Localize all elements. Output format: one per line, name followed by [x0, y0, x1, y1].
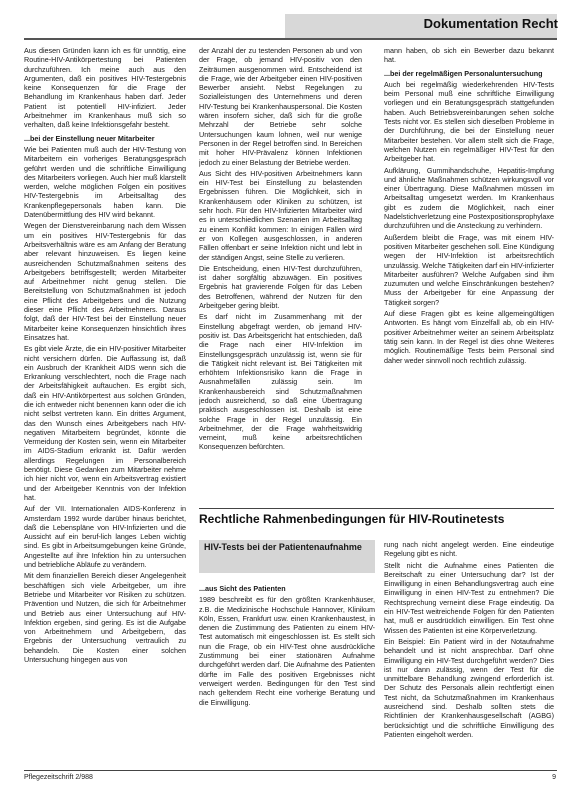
- paragraph: Es darf nicht im Zusammenhang mit der Einstellung abgefragt werden, ob jemand HIV-positiv ist. Das Arbeitsgericht hat entschieden, daß die Frage nach einer HIV-Infektion im Einstellungsgespräch unzulässig ist, wenn sie für die Tätigkeit nicht relevant ist. Bei Tätigkeiten mit erhöhtem Infektionsrisiko kann die Frage in Ausnahmefällen zulässig sein. Im Krankenhausbereich sind Schutzmaßnahmen jedoch ausreichend, so daß eine Übertragung praktisch ausgeschlossen ist. Deshalb ist eine solche Frage in der Regel unzulässig. Ein Arbeitnehmer, der die Frage wahrheitswidrig verneint, muß keine arbeitsrechtlichen Konsequenzen befürchten.: [199, 312, 362, 452]
- paragraph: Aus Sicht des HIV-positiven Arbeitnehmers kann ein HIV-Test bei Einstellung zu belastenden Ergebnissen führen. Die Möglichkeit, sich in Krankenhäusern oder Kliniken zu schützen, ist sehr hoch. Für den HIV-Infizierten Mitarbeiter wird es in unterschiedlichen Szenarien im Arbeitsalltag zu einem Konflikt kommen: In einigen Fällen wird er von Kollegen ausgeschlossen, in anderen Fällen offenbart er seine Infektion nicht und lebt in der ständigen Angst, seine Stelle zu verlieren.: [199, 168, 362, 262]
- subheading: ...aus Sicht des Patienten: [199, 584, 286, 593]
- paragraph: Außerdem bleibt die Frage, was mit einem HIV-positiven Mitarbeiter geschehen soll. Eine Kündigung wegen der HIV-Infektion ist arbeitsrechtlich unzulässig. Welche Tätigkeiten darf ein HIV-infizierter Mitarbeiter ausführen? Welche Aufgaben sind ihm zuzumuten und welche Einschränkungen bestehen? Muss der Arbeitgeber für eine Anpassung der Tätigkeit sorgen?: [384, 232, 554, 307]
- header-rule: [24, 38, 557, 40]
- paragraph: Stellt nicht die Aufnahme eines Patienten die Bereitschaft zu einer Untersuchung dar? Ist der Einwilligung in einen Behandlungsvertrag auch eine Einwilligung in einen HIV-Test zu entnehmen? Die Rechtsprechung verneint diese Frage eindeutig. Da ein HIV-Test weitreichende Folgen für den Patienten hat, muß er ausdrücklich einwilligen. Ein Test ohne Wissen des Patienten ist eine Körperverletzung.: [384, 560, 554, 635]
- column-3-lower: [384, 540, 554, 766]
- subheading: ...bei der regelmäßigen Personaluntersuchung: [384, 68, 543, 78]
- article-rule: [199, 508, 554, 509]
- paragraph: 1989 beschreibt es für den größten Krankenhäuser, z.B. die Medizinische Hochschule Hannover, Klinikum Köln, Essen, Frankfurt usw. einen Krankenhaustest, in denen die Zustimmung des Patienten zu einem HIV-Test automatisch mit eingeschlossen ist. Es stellt sich nun die Frage, ob ein HIV-Test ohne ausdrückliche Zustimmung bei einer stationären Aufnahme durchgeführt werden darf. Die Aufnahme des Patienten dürfte im Falle des positiven Ergebnisses nicht verweigert werden. Bedingungen für den Test sind nach geltendem Recht eine vorherige Beratung und die Einwilligung.: [199, 595, 375, 707]
- subheading: ...bei der Einstellung neuer Mitarbeiter: [24, 133, 155, 143]
- paragraph: Es gibt viele Ärzte, die ein HIV-positiver Mitarbeiter nicht versichern dürfen. Die Auffassung ist, daß ein Ausbruch der Krankheit AIDS wenn sich die Erkrankung verschlechtert, noch die Frage nach der Arbeitsfähigkeit auftauchen. Es ergibt sich, daß ein HIV-Antikörpertest aus solchen Gründen, die ich entweder nicht benennen kann oder die ich nicht selbst vertreten kann. Ein drittes Argument, das den Wunsch eines Arbeitgebers nach HIV-negativen Mitarbeitern begründet, könnte die Vermeidung der Kosten sein, wenn ein Mitarbeiter im AIDS-Stadium erkrankt ist. Dafür werden allerdings Regelungen im Personalbereich benötigt. Diese Gedanken zum Mitarbeiter nehme ich hier nicht vor, wenn ein Arbeitsvertrag existiert und der Arbeitgeber Kenntnis von der Infektion hat.: [24, 344, 186, 502]
- paragraph: Die Entscheidung, einen HIV-Test durchzuführen, ist daher sorgfältig abzuwägen. Ein positives Ergebnis hat gravierende Folgen für das Leben des Betroffenen, während der Nutzen für den Arbeitgeber gering bleibt.: [199, 263, 362, 311]
- paragraph: Auch bei regelmäßig wiederkehrenden HIV-Tests beim Personal muß eine schriftliche Einwilligung vorliegen und ein Beratungsgespräch stattgefunden haben. Auch Betriebsvereinbarungen sehen solche Tests nicht vor. Es stellen sich dieselben Probleme in der Durchführung, die bei der Einstellung neuer Mitarbeiter bestehen. Vor allem stellt sich die Frage, welchen Nutzen ein regelmäßiger HIV-Test für den Arbeitgeber hat.: [384, 79, 554, 164]
- paragraph: mann haben, ob sich ein Bewerber dazu bekannt hat.: [384, 46, 554, 65]
- paragraph: Auf diese Fragen gibt es keine allgemeingültigen Antworten. Es hängt vom Einzelfall ab, ob ein HIV-positiver Arbeitnehmer weiter an seinem Arbeitsplatz tätig sein kann. In der Regel ist dies ohne Weiteres möglich. Routinemäßige Tests beim Personal sind daher weder sinnvoll noch rechtlich zulässig.: [384, 309, 554, 365]
- section-label: Dokumentation Recht: [423, 16, 558, 31]
- paragraph: Auf der VII. Internationalen AIDS-Konferenz in Amsterdam 1992 wurde darüber hinaus berichtet, daß die Lebenspläne von HIV-Infizierten und die Aussicht auf ein beruf-lich langes Leben wichtig sind. Es gibt in Arbeitsumgebungen keine Gründe, Angestellte auf ihre Infektion hin zu untersuchen und betriebliche Abläufe zu verändern.: [24, 504, 186, 570]
- column-1: [24, 46, 186, 768]
- paragraph: Wegen der Dienstvereinbarung nach dem Wissen um ein positives HIV-Testergebnis für das Arbeitsverhältnis wäre es am Anfang der Beratung aber relevant hinzuweisen. Es liegen keine ausreichenden Schutzmaßnahmen seitens des Arbeitgebers betriffsgestellt; werden Mitarbeiter auf Arbeitnehmer nicht genug stellen. Die Bereitstellung von Schutzmaßnahmen ist jedoch eine Pflicht des Arbeitgebers und die Nutzung dieser eine Pflicht des Arbeitnehmers. Daraus folgt, daß der HIV-Test bei der Einstellung neuer Mitarbeiter keine Konsequenzen hinsichtlich ihres Einsatzes hat.: [24, 221, 186, 342]
- footer-rule: [24, 770, 557, 771]
- page-number: 9: [552, 774, 556, 781]
- paragraph: der Anzahl der zu testenden Personen ab und von der Frage, ob jemand HIV-positiv von den Zeiträumen ausgenommen wird. Entscheidend ist die Frage, wie der Arbeitgeber einen HIV-positiven Bewerber ansieht. Nebst Regelungen zu Sozialleistungen des Unternehmens und deren HIV-Testung bei Krankenhauspersonal. Die Kosten wären insofern sicher, daß sich für die große Mehrzahl der Betriebe sehr solche Untersuchungen kaum lohnen, weil nur wenige Personen in der Regel betroffen sind. In Bereichen mit hoher HIV-Prävalenz können Infektionen jedoch zu einer Belastung der Betriebe werden.: [199, 46, 362, 167]
- paragraph: Mit dem finanziellen Bereich dieser Angelegenheit beschäftigen sich viele Arbeitgeber, um ihre Betriebe und Mitarbeiter vor Risiken zu schützen. Prävention und Nutzen, die sich für Arbeitnehmer und Betrieb aus einer Untersuchung auf HIV-Infektion ergeben, sind gering. Es ist die Aufgabe von Arbeitnehmern und Arbeitgebern, das Ergebnis der Untersuchung vertraulich zu behandeln. Die Kosten einer solchen Untersuchung hingegen aus von: [24, 571, 186, 664]
- paragraph: Ein Beispiel: Ein Patient wird in der Notaufnahme behandelt und ist nicht ansprechbar. Darf ohne Einwilligung ein HIV-Test durchgeführt werden? Dies ist nur dann zulässig, wenn der Test für die unmittelbare Behandlung zwingend erforderlich ist. Der Schutz des Personals allein rechtfertigt einen Test nicht, da Schutzmaßnahmen im Krankenhaus ausreichend sind. Deshalb sollten stets die Richtlinien der Krankenhausgesellschaft (AGBG) berücksichtigt und die schriftliche Einwilligung des Patienten eingeholt werden.: [384, 636, 554, 739]
- column-2-lower: [199, 580, 375, 766]
- paragraph: Aufklärung, Gummihandschuhe, Hepatitis-Impfung und ähnliche Maßnahmen schützen wirkungsvoll vor einer Übertragung. Diese Maßnahmen müssen im Arbeitsalltag umgesetzt werden. Im Krankenhaus gibt es zudem die Möglichkeit, nach einer Nadelstichverletzung eine Postexpositionsprophylaxe durchzuführen und die Ansteckung zu verhindern.: [384, 165, 554, 231]
- paragraph: Aus diesen Gründen kann ich es für unnötig, eine Routine-HIV-Antikörpertestung bei Patienten durchzuführen. Ich meine auch aus den Argumenten, daß ein positives HIV-Testergebnis keine Konsequenzen für die Frage der Behandlung im Krankenhaus haben darf. Jeder Patient ist potentiell HIV-infiziert. Jeder Arbeitnehmer im Krankenhaus muß sich so verhalten, daß keine Infektionsgefahr besteht.: [24, 46, 186, 130]
- footer-publication: Pflegezeitschrift 2/988: [24, 774, 93, 781]
- paragraph: Wie bei Patienten muß auch der HIV-Testung von Mitarbeitern ein vorheriges Beratungsgespräch geführt werden und die schriftliche Einwilligung des Mitarbeiters vorliegen. Auch hier muß klarstellt werden, welche möglichen Folgen ein positives HIV-Testergebnis im Arbeitsalltag des Krankenpflegepersonals haben kann. Die Datenübermittlung des HIV wird bekannt.: [24, 144, 186, 220]
- column-3: [384, 46, 554, 490]
- column-2: [199, 46, 362, 490]
- paragraph: rung nach nicht angelegt werden. Eine eindeutige Regelung gibt es nicht.: [384, 540, 554, 559]
- article-title: Rechtliche Rahmenbedingungen für HIV-Routinetests: [199, 512, 505, 526]
- article-subtitle: HIV-Tests bei der Patientenaufnahme: [204, 542, 362, 552]
